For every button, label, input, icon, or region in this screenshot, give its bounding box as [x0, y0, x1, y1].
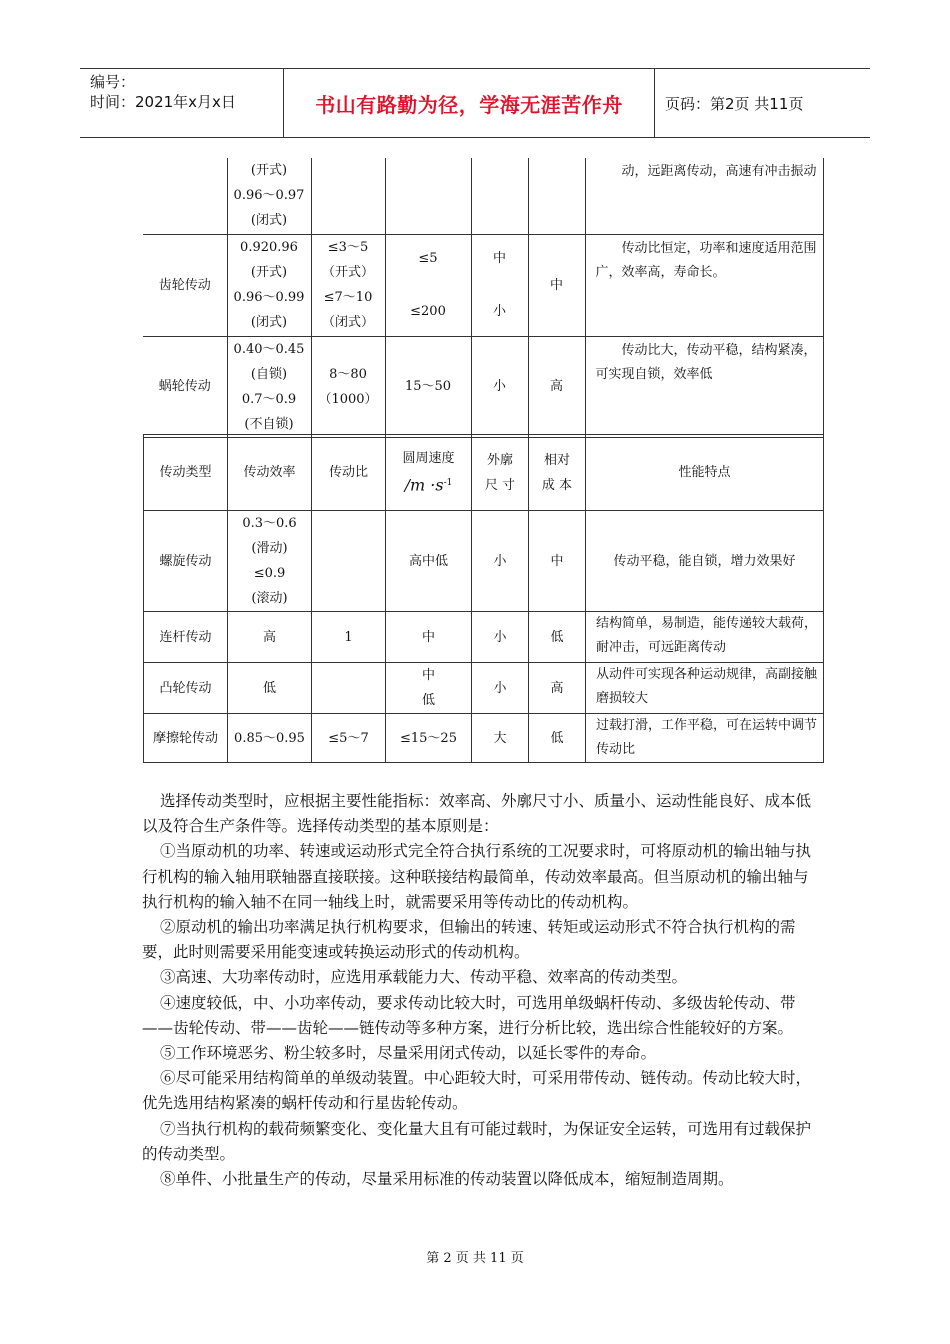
cell-ratio: [311, 158, 385, 234]
cell-size: 大: [472, 714, 529, 763]
cell-speed: 15～50: [385, 336, 471, 437]
cell-type: 凸轮传动: [144, 663, 228, 714]
cell-cost: 中: [528, 234, 585, 336]
cell-efficiency: 0.920.96 (开式) 0.96～0.99 (闭式): [227, 234, 311, 336]
cell-type: 连杆传动: [144, 612, 228, 663]
cell-ratio: ≤3～5 （开式） ≤7～10 （闭式）: [311, 234, 385, 336]
speed-unit: $/m \cdot s^{-1}$: [404, 475, 453, 495]
paragraph-item-7: ⑦当执行机构的载荷频繁变化、变化量大且有可能过载时，为保证安全运转，可选用有过载保护的传动类型。: [142, 1119, 812, 1163]
doc-code-label: 编号：: [90, 73, 136, 91]
cell-feature: 传动平稳，能自锁，增力效果好: [586, 511, 824, 612]
paragraph-intro: 选择传动类型时，应根据主要性能指标：效率高、外廓尺寸小、质量小、运动性能良好、成本低以及符合生产条件等。选择传动类型的基本原则是：: [142, 792, 812, 836]
cell-ratio: ≤5～7: [312, 714, 386, 763]
header-meta: [80, 69, 283, 137]
cell-speed: 中 低: [386, 663, 472, 714]
cell-efficiency: 高: [228, 612, 312, 663]
cell-speed: ≤5 ≤200: [385, 234, 471, 336]
header-cost: 相对 成 本: [529, 435, 586, 511]
cell-type: 齿轮传动: [143, 234, 227, 336]
cell-cost: 低: [529, 714, 586, 763]
cell-speed: ≤15～25: [386, 714, 472, 763]
table-row: [143, 336, 824, 437]
cell-speed: [385, 158, 471, 234]
cell-size: [471, 158, 528, 234]
header-speed: 圆周速度 $/m \cdot s^{-1}$: [386, 435, 472, 511]
page-footer: 第 2 页 共 11 页: [426, 1251, 524, 1266]
cell-cost: 低: [529, 612, 586, 663]
cell-feature: 结构简单，易制造，能传递较大载荷，耐冲击，可远距离传动: [586, 612, 824, 663]
paragraph-item-2: ②原动机的输出功率满足执行机构要求，但输出的转速、转矩或运动形式不符合执行机构的需要，此时则需要采用能变速或转换运动形式的传动机构。: [142, 918, 796, 962]
header-feature: 性能特点: [586, 435, 824, 511]
cell-speed: 高中低: [386, 511, 472, 612]
cell-type: 螺旋传动: [144, 511, 228, 612]
paragraph-item-3: ③高速、大功率传动时，应选用承载能力大、传动平稳、效率高的传动类型。: [160, 968, 688, 987]
cell-size: 中 小: [471, 234, 528, 336]
cell-size: 小: [472, 511, 529, 612]
cell-type: 蜗轮传动: [143, 336, 227, 437]
body-text: [142, 789, 822, 1192]
cell-ratio: [312, 511, 386, 612]
header-size: 外廓 尺 寸: [472, 435, 529, 511]
paragraph-item-4: ④速度较低，中、小功率传动，要求传动比较大时，可选用单级蜗杆传动、多级齿轮传动、带——齿轮传动、带——齿轮——链传动等多种方案，进行分析比较，选出综合性能较好的方案。: [142, 993, 796, 1037]
table-header-row: [144, 435, 824, 511]
header-efficiency: 传动效率: [228, 435, 312, 511]
cell-cost: [528, 158, 585, 234]
cell-feature: 动，远距离传动，高速有冲击振动: [585, 158, 824, 234]
cell-ratio: [312, 663, 386, 714]
header-page-label: 页码：第2页 共11页: [665, 94, 804, 113]
cell-efficiency: 低: [228, 663, 312, 714]
cell-size: 小: [472, 612, 529, 663]
page-header: [80, 68, 870, 138]
paragraph-item-6: ⑥尽可能采用结构简单的单级动装置。中心距较大时，可采用带传动、链传动。传动比较大时，优先选用结构紧凑的蜗杆传动和行星齿轮传动。: [142, 1069, 812, 1113]
transmission-table-continued: [143, 158, 824, 438]
cell-efficiency: 0.3～0.6 (滑动) ≤0.9 (滚动): [228, 511, 312, 612]
cell-size: 小: [472, 663, 529, 714]
cell-feature: 从动件可实现各种运动规律，高副接触磨损较大: [586, 663, 824, 714]
cell-size: 小: [471, 336, 528, 437]
table-row: [143, 234, 824, 336]
cell-feature: 传动比大，传动平稳，结构紧凑，可实现自锁，效率低: [585, 336, 824, 437]
table-row: [144, 663, 824, 714]
cell-efficiency: (开式) 0.96～0.97 (闭式): [227, 158, 311, 234]
doc-time-label: 时间：2021年x月x日: [90, 93, 236, 111]
cell-feature: 传动比恒定，功率和速度适用范围广，效率高，寿命长。: [585, 234, 824, 336]
cell-cost: 高: [529, 663, 586, 714]
header-ratio: 传动比: [312, 435, 386, 511]
header-motto: 书山有路勤为径，学海无涯苦作舟: [283, 69, 655, 137]
cell-efficiency: 0.85～0.95: [228, 714, 312, 763]
paragraph-item-5: ⑤工作环境恶劣、粉尘较多时，尽量采用闭式传动，以延长零件的寿命。: [160, 1044, 657, 1063]
cell-cost: 高: [528, 336, 585, 437]
cell-type: [143, 158, 227, 234]
cell-ratio: 1: [312, 612, 386, 663]
cell-efficiency: 0.40～0.45 (自锁) 0.7～0.9 (不自锁): [227, 336, 311, 437]
paragraph-item-1: ①当原动机的功率、转速或运动形式完全符合执行系统的工况要求时，可将原动机的输出轴与执行机构的输入轴用联轴器直接联接。这种联接结构最简单，传动效率最高。但当原动机的输出轴与执行机构的输入轴不在同一轴线上时，就需要采用等传动比的传动机构。: [142, 842, 812, 911]
header-type: 传动类型: [144, 435, 228, 511]
table-row: [144, 612, 824, 663]
transmission-table: [143, 434, 824, 763]
paragraph-item-8: ⑧单件、小批量生产的传动，尽量采用标准的传动装置以降低成本，缩短制造周期。: [160, 1170, 734, 1189]
cell-cost: 中: [529, 511, 586, 612]
table-row: [144, 511, 824, 612]
table-row: [143, 158, 824, 234]
cell-ratio: 8～80 （1000）: [311, 336, 385, 437]
table-row: [144, 714, 824, 763]
cell-type: 摩擦轮传动: [144, 714, 228, 763]
cell-speed: 中: [386, 612, 472, 663]
cell-feature: 过载打滑，工作平稳，可在运转中调节传动比: [586, 714, 824, 763]
